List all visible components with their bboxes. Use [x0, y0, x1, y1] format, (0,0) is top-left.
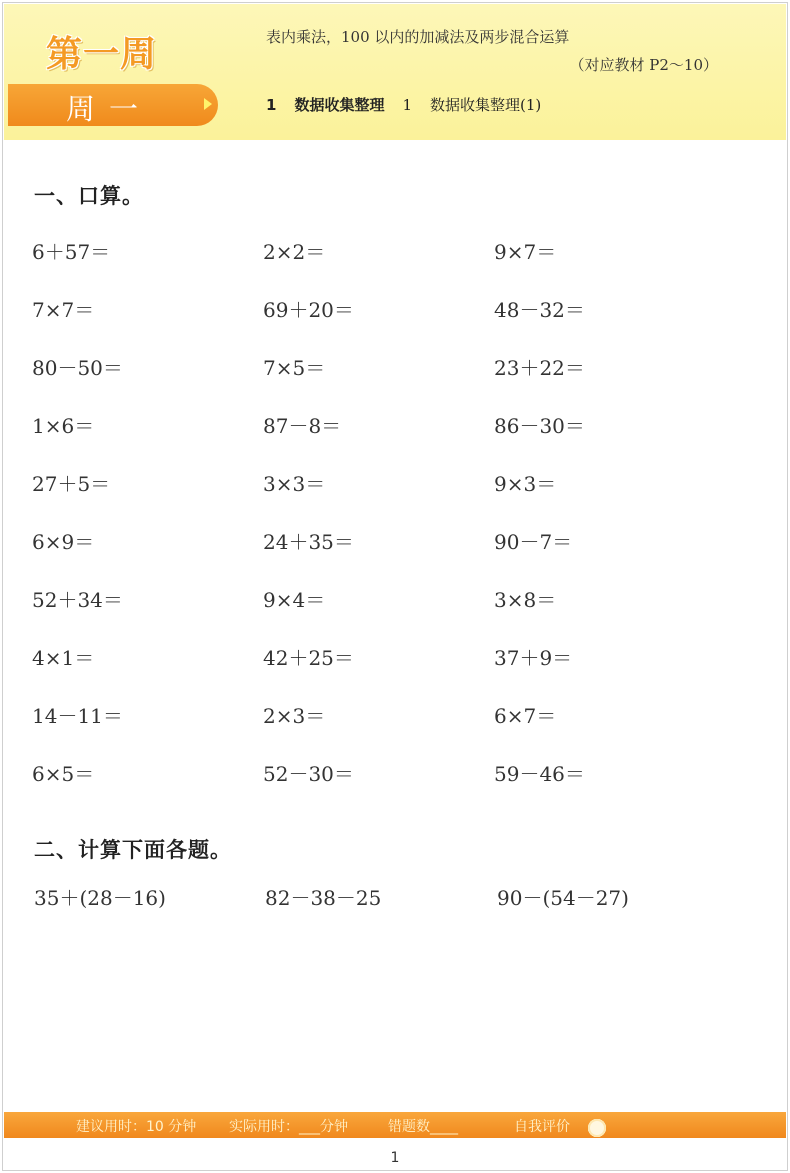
- self-evaluation-label: 自我评价: [514, 1119, 570, 1135]
- arrow-right-icon: [204, 98, 212, 110]
- oral-problem: 3×8＝: [494, 588, 557, 612]
- actual-time: 实际用时：___分钟: [229, 1119, 348, 1135]
- section1-title: 一、口算。: [34, 184, 144, 208]
- oral-problem: 69＋20＝: [263, 298, 354, 322]
- oral-problem: 86－30＝: [494, 414, 585, 438]
- error-count: 错题数____: [388, 1119, 458, 1135]
- calc-problem: 35＋(28－16): [34, 886, 166, 910]
- oral-problem: 2×3＝: [263, 704, 326, 728]
- lesson-line: [266, 94, 541, 115]
- oral-problem: 14－11＝: [32, 704, 123, 728]
- oral-problem: 42＋25＝: [263, 646, 354, 670]
- oral-problem: 3×3＝: [263, 472, 326, 496]
- textbook-reference: （对应教材 P2～10）: [569, 56, 718, 74]
- oral-problem: 52＋34＝: [32, 588, 123, 612]
- calc-problem: 90－(54－27): [497, 886, 629, 910]
- oral-problem: 6×7＝: [494, 704, 557, 728]
- day-tab: [8, 84, 218, 126]
- oral-problem: 9×3＝: [494, 472, 557, 496]
- oral-problem: 7×7＝: [32, 298, 95, 322]
- week-title: 第一周: [46, 34, 158, 75]
- oral-problem: 90－7＝: [494, 530, 573, 554]
- lesson-unit-number: 1: [266, 96, 277, 114]
- oral-problem: 59－46＝: [494, 762, 585, 786]
- lesson-unit-name: 数据收集整理: [294, 96, 385, 114]
- oral-problem: 6×9＝: [32, 530, 95, 554]
- oral-problem: 48－32＝: [494, 298, 585, 322]
- oral-problem: 9×7＝: [494, 240, 557, 264]
- oral-problem: 4×1＝: [32, 646, 95, 670]
- topic-title: 表内乘法，100 以内的加减法及两步混合运算: [266, 28, 570, 46]
- oral-problem: 24＋35＝: [263, 530, 354, 554]
- oral-problem: 7×5＝: [263, 356, 326, 380]
- lesson-number: 1: [402, 96, 412, 114]
- oral-problem: 9×4＝: [263, 588, 326, 612]
- section2-title: 二、计算下面各题。: [34, 838, 232, 862]
- day-label: 周一: [66, 92, 153, 126]
- page-number: 1: [390, 1150, 400, 1166]
- oral-problem: 27＋5＝: [32, 472, 111, 496]
- oral-problem: 6＋57＝: [32, 240, 111, 264]
- oral-problem: 87－8＝: [263, 414, 342, 438]
- oral-problem: 6×5＝: [32, 762, 95, 786]
- suggested-time: 建议用时：10 分钟: [76, 1119, 197, 1135]
- oral-problem: 1×6＝: [32, 414, 95, 438]
- oral-problem: 23＋22＝: [494, 356, 585, 380]
- header-banner: [4, 4, 786, 140]
- oral-problem: 80－50＝: [32, 356, 123, 380]
- flower-star-icon[interactable]: [588, 1119, 606, 1137]
- oral-problem: 2×2＝: [263, 240, 326, 264]
- oral-problem: 37＋9＝: [494, 646, 573, 670]
- lesson-name: 数据收集整理(1): [430, 96, 542, 114]
- footer-bar: [4, 1112, 786, 1138]
- calc-problem: 82－38－25: [265, 886, 382, 910]
- oral-problem: 52－30＝: [263, 762, 354, 786]
